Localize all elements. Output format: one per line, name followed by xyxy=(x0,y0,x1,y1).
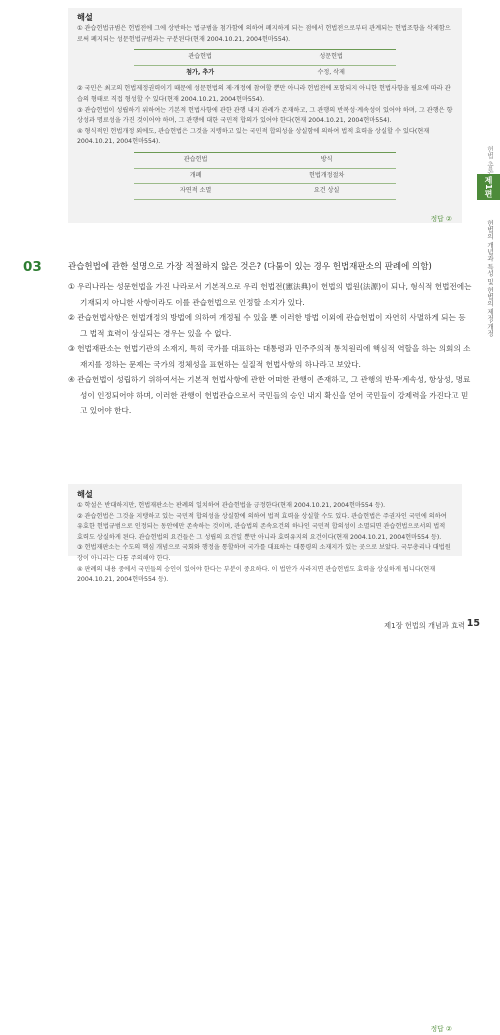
table-header: 방식 xyxy=(257,152,396,168)
question-text: 관습헌법에 관한 설명으로 가장 적절하지 않은 것은? (다툼이 있는 경우 헌법재판소의 판례에 의함) xyxy=(68,262,432,272)
table-header: 성문헌법 xyxy=(266,50,396,66)
table-cell: 자연적 소멸 xyxy=(134,184,257,200)
table-cell: 첨가, 추가 xyxy=(134,65,266,81)
table-cell: 개폐 xyxy=(134,168,257,184)
explanation-paragraph: ① 관습헌법규범은 헌법전에 그에 상반하는 법규범을 첨가함에 의하여 폐지하게 되는 점에서 헌법전으로부터 관계되는 헌법조항을 삭제함으로써 폐지되는 성문헌법규범과는 구분된다(현재 2004.10.21, 2004헌마554). xyxy=(77,25,451,43)
explanation-title: 해설 xyxy=(77,12,93,22)
table-header: 관습헌법 xyxy=(134,50,266,66)
option-item: ③ 헌법재판소는 헌법기관의 소재지, 특히 국가를 대표하는 대통령과 민주주의적 통치원리에 핵심적 역할을 하는 의회의 소재지를 정하는 문제는 국가의 정체성을 표현하는 실질적 헌법사항의 하나라고 보았다. xyxy=(68,344,471,369)
question-options xyxy=(68,279,473,419)
sidebar-chapter-tab: 제1편 xyxy=(477,174,500,200)
option-item: ④ 관습헌법이 성립하기 위하여서는 기본적 헌법사항에 관한 어떠한 관행이 존재하고, 그 관행의 반복·계속성, 항상성, 명료성이 인정되어야 하며, 이러한 관행이 헌법관습으로서 국민들의 승인 내지 확신을 얻어 국민들이 강제력을 가진다고 믿고 있어야 한다. xyxy=(68,375,471,415)
explanation-paragraph: ① 학설은 반대하지만, 헌법재판소는 판례의 일치하여 관습헌법을 긍정한다(현재 2004.10.21, 2004헌마554 등). xyxy=(77,502,386,509)
question-number: 03 xyxy=(23,259,42,275)
explanation-paragraph: ④ 판례의 내용 중에서 국민들의 승인이 있어야 한다는 부분이 중요하다. 이 법안가 사라지면 관습헌법도 효력을 상실하게 됩니다(현재 2004.10.21, 2004헌마554 등). xyxy=(77,565,436,584)
explanation-paragraph: ④ 형식적인 헌법개정 외에도, 관습헌법은 그것을 지탱하고 있는 국민적 합의성을 상실함에 의하여 법적 효력을 상실할 수 있다(현재 2004.10.21, 2004헌마554). xyxy=(77,127,430,146)
explanation-paragraph: ③ 관습헌법이 성립하기 위하여는 기본적 헌법사항에 관한 관행 내지 관례가 존재하고, 그 관행의 반복성·계속성이 있어야 하며, 그 관행은 항상성과 명료성을 가진 것이어야 하며, 그 관행에 대한 국민적 합의가 있어야 한다(현재 2004.10.21, 2004헌마554). xyxy=(77,106,453,125)
sidebar-part-label: 헌법 총론 xyxy=(486,146,494,175)
table-cell: 요건 상실 xyxy=(257,184,396,200)
table-cell: 수정, 삭제 xyxy=(266,65,396,81)
explanation-title: 해설 xyxy=(77,489,93,499)
option-item: ② 관습헌법사항은 헌법개정의 방법에 의하여 개정될 수 있을 뿐 이러한 방법 이외에 관습헌법이 자연히 사멸하게 되는 등 그 법적 효력이 상실되는 경우는 있을 수 없다. xyxy=(68,313,466,338)
option-item: ① 우리나라는 성문헌법을 가진 나라로서 기본적으로 우리 헌법전(憲法典)이 헌법의 법원(法源)이 되나, 형식적 헌법전에는 기재되지 아니한 사항이라도 이를 관습헌법으로 인정할 소지가 있다. xyxy=(68,282,472,307)
page-number: 15 xyxy=(466,618,480,629)
explanation-paragraph: ③ 헌법재판소는 수도의 핵심 개념으로 국회와 행정을 통할하며 국가를 대표하는 대통령의 소재지가 있는 곳으로 보았다. 국무총리나 대법원장이 아니라는 다툼 주의해야 한다. xyxy=(77,544,451,562)
footer-chapter-title: 제1장 헌법의 개념과 효력 xyxy=(384,621,465,630)
answer-label: 정답 ② xyxy=(430,215,452,223)
answer-label: 정답 ② xyxy=(430,1025,452,1033)
explanation-box-1 xyxy=(68,8,462,223)
table-cell: 헌법개정절차 xyxy=(257,168,396,184)
comparison-table-1 xyxy=(134,49,396,81)
sidebar-unit-label: 헌법의 개념과 특성 및 헌법의 제정·개정 xyxy=(486,220,494,337)
comparison-table-2 xyxy=(134,152,396,200)
explanation-paragraph: ② 관습헌법은 그것을 지탱하고 있는 국민적 합의성을 상실함에 의하여 법적 효력을 상실할 수도 있다. 관습헌법은 주권자인 국민에 의하여 유효한 헌법규범으로 인정되는 동안에만 존속하는 것이며, 관습법의 존속요건의 하나인 국민적 합의성이 소멸되면 관습헌법으로서의 법적 효력도 상실하게 된다. 관습헌법의 요건들은 그 성립의 요건일 뿐만 아니라 효력유지의 요건이다(현재 2004.10.21, 2004헌마554 등). xyxy=(77,512,447,541)
explanation-paragraph: ② 국민은 최고의 헌법제정권력이기 때문에 성문헌법의 제·개정에 참여할 뿐만 아니라 헌법전에 포함되지 아니한 헌법사항을 필요에 따라 관습의 형태로 직접 형성할 수 있다(현재 2004.10.21, 2004헌마554). xyxy=(77,85,451,103)
table-header: 관습헌법 xyxy=(134,152,257,168)
chapter-sidebar xyxy=(477,100,500,360)
